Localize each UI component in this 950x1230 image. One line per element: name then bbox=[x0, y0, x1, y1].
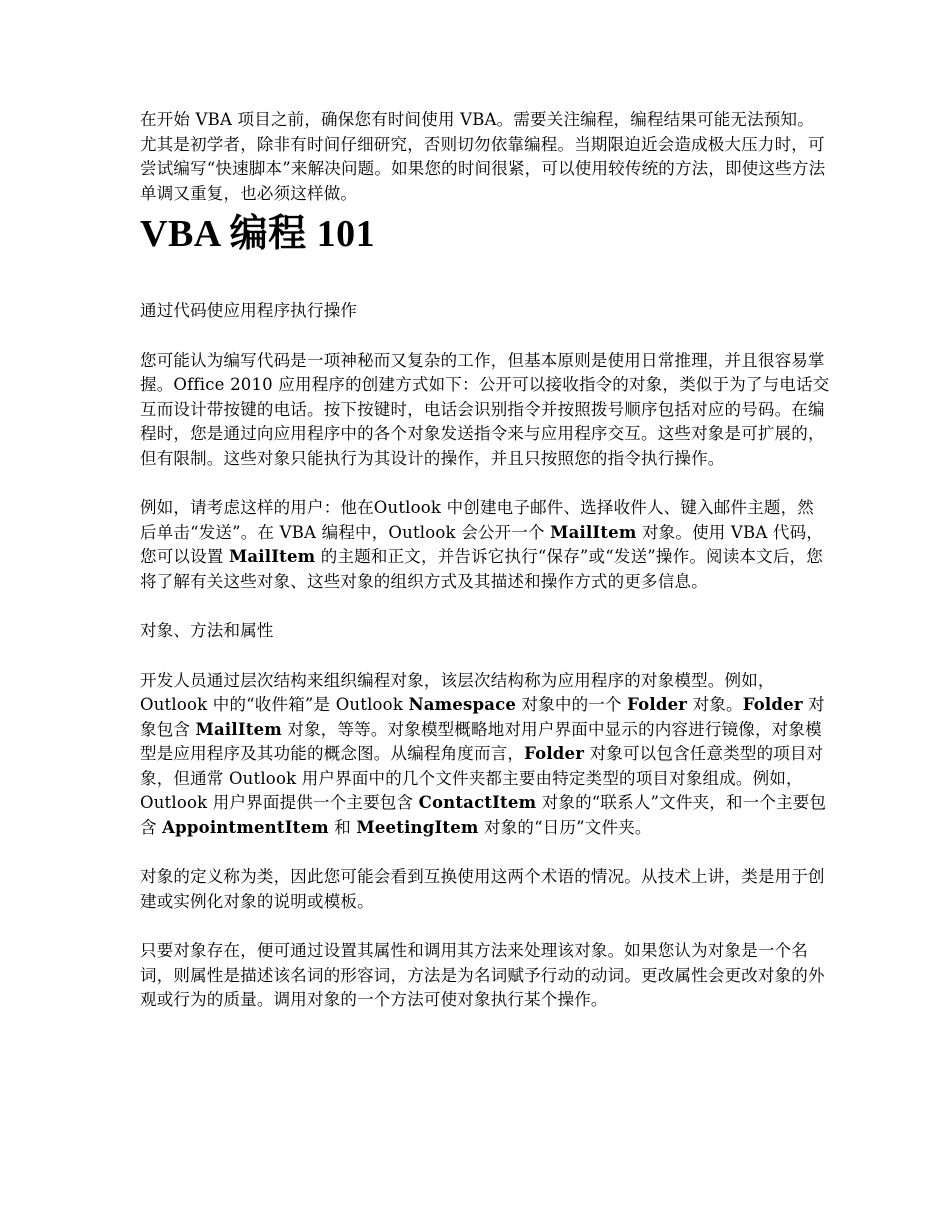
paragraph-object-model: 开发人员通过层次结构来组织编程对象，该层次结构称为应用程序的对象模型。例如，Outlook 中的“收件箱”是 Outlook Namespace 对象中的一个 Folder 对象。Folder 对象包含 MailItem 对象，等等。对象模型概略地对用户界面中显示的内容进行镜像，对象模型是应用程序及其功能的概念图。从编程角度而言，Folder 对象可以包含任意类型的项目对象，但通常 Outlook 用户界面中的几个文件夹都主要由特定类型的项目对象组成。例如，Outlook 用户界面提供一个主要包含 ContactItem 对象的“联系人”文件夹，和一个主要包含 AppointmentItem 和 MeetingItem 对象的“日历”文件夹。 bbox=[140, 670, 827, 837]
paragraph-code-basics: 您可能认为编写代码是一项神秘而又复杂的工作，但基本原则是使用日常推理，并且很容易掌握。Office 2010 应用程序的创建方式如下：公开可以接收指令的对象，类似于为了与电话交互而设计带按键的电话。按下按键时，电话会识别指令并按照拨号顺序包括对应的号码。在编程时，您是通过向应用程序中的各个对象发送指令来与应用程序交互。这些对象是可扩展的，但有限制。这些对象只能执行为其设计的操作，并且只按照您的指令执行操作。 bbox=[140, 350, 830, 468]
paragraph-classes: 对象的定义称为类，因此您可能会看到互换使用这两个术语的情况。从技术上讲，类是用于创建或实例化对象的说明或模板。 bbox=[140, 867, 825, 911]
paragraph-outlook-example: 例如，请考虑这样的用户：他在Outlook 中创建电子邮件、选择收件人、键入邮件主题，然后单击“发送”。在 VBA 编程中，Outlook 会公开一个 MailItem 对象。使用 VBA 代码，您可以设置 MailItem 的主题和正文，并告诉它执行“保存”或“发送”操作。阅读本文后，您将了解有关这些对象、这些对象的组织方式及其描述和操作方式的更多信息。 bbox=[140, 498, 824, 591]
section-subtitle-code: 通过代码使应用程序执行操作 bbox=[140, 301, 358, 320]
section-subtitle-objects: 对象、方法和属性 bbox=[140, 621, 274, 640]
paragraph-properties-methods: 只要对象存在，便可通过设置其属性和调用其方法来处理该对象。如果您认为对象是一个名词，则属性是描述该名词的形容词，方法是为名词赋予行动的动词。更改属性会更改对象的外观或行为的质量。调用对象的一个方法可使对象执行某个操作。 bbox=[140, 941, 825, 1009]
document-page bbox=[140, 108, 830, 1013]
page-title: VBA 编程 101 bbox=[140, 213, 376, 255]
intro-paragraph: 在开始 VBA 项目之前，确保您有时间使用 VBA。需要关注编程，编程结果可能无法预知。尤其是初学者，除非有时间仔细研究，否则切勿依靠编程。当期限迫近会造成极大压力时，可尝试编写“快速脚本”来解决问题。如果您的时间很紧，可以使用较传统的方法，即使这些方法单调又重复，也必须这样做。 bbox=[140, 110, 826, 203]
